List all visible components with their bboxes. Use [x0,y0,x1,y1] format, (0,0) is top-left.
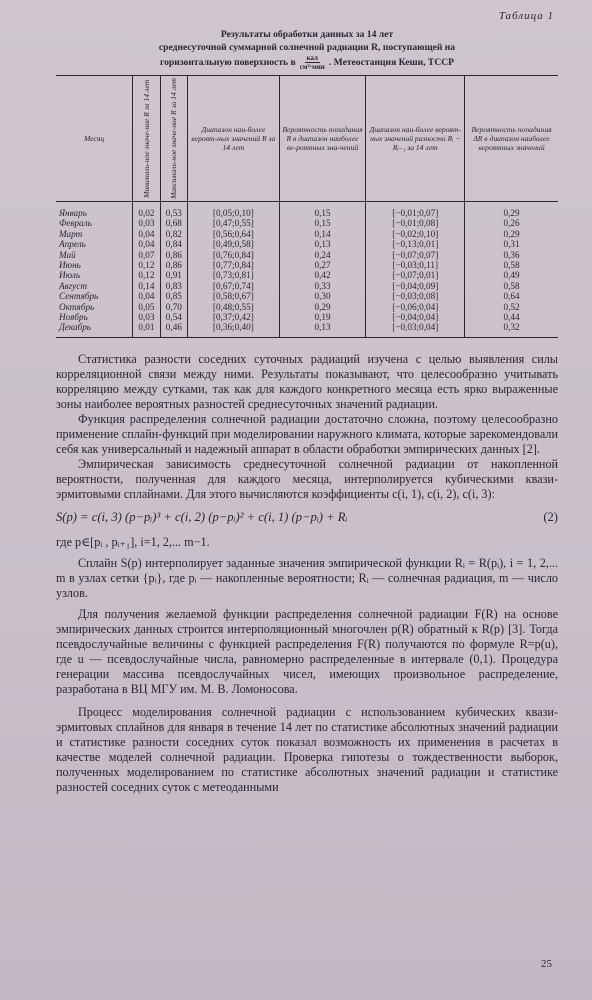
value-cell: [−0,13;0,01] [366,239,465,249]
value-cell: 0,29 [279,302,366,312]
value-cell: 0,54 [160,312,187,322]
month-cell: Февраль [59,218,92,229]
value-cell: 0,04 [133,291,160,301]
value-cell: 0,27 [279,260,366,270]
table-row [56,239,558,249]
table-row [56,250,558,260]
caption-line-2: среднесуточной суммарной солнечной радиации R, поступающей на [158,42,456,53]
value-cell: [−0,03;0,11] [366,260,465,270]
value-cell: [−0,03;0,08] [366,291,465,301]
body-text [56,352,558,795]
month-cell: Май [59,249,76,260]
paragraph-4: где p∈[pᵢ , pᵢ₊₁], i=1, 2,... m−1. [56,534,210,549]
value-cell: [−0,04;0,09] [366,281,465,291]
value-cell: 0,91 [160,270,187,280]
value-cell: 0,86 [160,260,187,270]
table-row [56,201,558,218]
value-cell: 0,03 [133,218,160,228]
value-cell: [0,77;0,84] [188,260,280,270]
value-cell: 0,03 [133,312,160,322]
value-cell: 0,02 [133,201,160,218]
value-cell: 0,64 [465,291,558,301]
value-cell: 0,32 [465,322,558,337]
value-cell: 0,53 [160,201,187,218]
month-cell: Ноябрь [59,312,88,323]
month-cell: Август [59,280,87,291]
value-cell: 0,04 [133,239,160,249]
value-cell: [0,37;0,42] [188,312,280,322]
table-row [56,260,558,270]
value-cell: 0,68 [160,218,187,228]
value-cell: 0,04 [133,229,160,239]
value-cell: 0,15 [279,218,366,228]
paragraph-1: Статистика разности соседних суточных радиаций изучена с целью выявления силы корреляционной связи между ними. Результаты показывают, что целесообразно учитывать корреляцию между сутками, так как для каждого конкретного месяца есть ярко выраженные зоны наиболее вероятных разностей среднесуточных значений радиации. [56,351,558,411]
paragraph-3: Эмпирическая зависимость среднесуточной солнечной радиации от накопленной вероятности, полученная для каждого месяца, интерполируется кубическими квази-эрмитовыми сплайнами. Для этого вычисляются коэффициенты c(i, 1), c(i, 2), c(i, 3): [56,456,558,501]
table-header-row [56,76,558,202]
unit-denominator: см²·мин [299,63,325,71]
value-cell: 0,36 [465,250,558,260]
formula-2 [56,510,558,525]
value-cell: [0,48;0,55] [188,302,280,312]
table-row [56,218,558,228]
value-cell: 0,29 [465,229,558,239]
header-range-r: Диапазон наи-более вероят-ных значений R за 14 лет [188,76,280,202]
value-cell: [−0,01;0,08] [366,218,465,228]
value-cell: [0,56;0,64] [188,229,280,239]
unit-fraction [300,54,325,71]
month-cell: Июнь [59,259,81,270]
value-cell: 0,70 [160,302,187,312]
unit-numerator: кал [306,54,318,62]
table-caption [56,28,558,71]
table-body [56,201,558,337]
value-cell: 0,01 [133,322,160,337]
value-cell: 0,24 [279,250,366,260]
table-row [56,281,558,291]
value-cell: [0,36;0,40] [188,322,280,337]
formula-expression: S(p) = c(i, 3) (p−pᵢ)³ + c(i, 2) (p−pᵢ)² + c(i, 1) (p−pᵢ) + Rᵢ [56,509,348,524]
caption-line-3 [56,54,558,71]
value-cell: [−0,07;0,01] [366,270,465,280]
value-cell: [−0,07;0,07] [366,250,465,260]
value-cell: 0,31 [465,239,558,249]
page-number: 25 [541,958,552,970]
month-cell: Сентябрь [59,291,99,302]
value-cell: 0,84 [160,239,187,249]
value-cell: 0,26 [465,218,558,228]
value-cell: 0,52 [465,302,558,312]
value-cell: 0,14 [279,229,366,239]
results-table [56,75,558,338]
value-cell: 0,14 [133,281,160,291]
value-cell: [−0,03;0,04] [366,322,465,337]
value-cell: 0,42 [279,270,366,280]
value-cell: 0,29 [465,201,558,218]
caption-line-1: Результаты обработки данных за 14 лет [220,29,394,40]
value-cell: 0,49 [465,270,558,280]
value-cell: 0,19 [279,312,366,322]
header-prob-r: Вероятность попадания R в диапазон наиболее ве-роятных зна-чений [279,76,366,202]
value-cell: 0,58 [465,260,558,270]
value-cell: 0,46 [160,322,187,337]
value-cell: [−0,06;0,04] [366,302,465,312]
value-cell: 0,05 [133,302,160,312]
value-cell: 0,07 [133,250,160,260]
table-row [56,229,558,239]
caption-line-3-left: горизонтальную поверхность в [159,57,296,68]
month-cell: Октябрь [59,301,95,312]
value-cell: [0,73;0,81] [188,270,280,280]
table-label: Таблица 1 [498,10,554,22]
month-cell: Апрель [59,239,86,250]
header-min: Минималь-ное значе-ние R за 14 лет [133,76,160,202]
table-row [56,270,558,280]
paragraph-5: Сплайн S(p) интерполирует заданные значения эмпирической функции Rᵢ = R(pᵢ), i = 1, 2,... m в узлах сетки {pᵢ}, где pᵢ — накопленные вероятности; Rᵢ — солнечная радиация, m — число узлов. [56,555,558,600]
table-row [56,302,558,312]
month-cell: Март [59,228,83,239]
month-cell: Январь [59,207,87,218]
formula-number: (2) [543,509,558,524]
paragraph-2: Функция распределения солнечной радиации достаточно сложна, поэтому целесообразно применение сплайн-функций при моделировании наружного климата, которые зарекомендовали себя как универсальный и надежный аппарат в области обработки эмпирических данных [2]. [56,411,558,456]
table-row [56,322,558,337]
value-cell: 0,83 [160,281,187,291]
value-cell: 0,44 [465,312,558,322]
value-cell: [0,67;0,74] [188,281,280,291]
header-range-diff: Диапазон наи-более вероят-ных значений разности Rᵢ − Rᵢ₋₁ за 14 лет [366,76,465,202]
value-cell: 0,82 [160,229,187,239]
value-cell: 0,13 [279,239,366,249]
value-cell: [−0,04;0,04] [366,312,465,322]
value-cell: 0,33 [279,281,366,291]
value-cell: [0,58;0,67] [188,291,280,301]
value-cell: 0,12 [133,270,160,280]
value-cell: [0,47;0,55] [188,218,280,228]
value-cell: 0,12 [133,260,160,270]
caption-line-3-right: . Метеостанция Кеши, ТССР [328,57,455,68]
value-cell: [−0,02;0,10] [366,229,465,239]
paragraph-7: Процесс моделирования солнечной радиации с использованием кубических квази-эрмитовых сплайнов для января в течение 14 лет по статистике абсолютных значений радиации и статистике разности соседних суток показал возможность их применения в расчетах в качестве моделей солнечной радиации. Проверка гипотезы о тождественности выборок, полученных моделированием по статистике абсолютных значений радиации и статистике разностей соседних суток с метеоданными [56,704,558,794]
value-cell: 0,86 [160,250,187,260]
paragraph-6: Для получения желаемой функции распределения солнечной радиации F(R) на основе эмпирических данных строится интерполяционный многочлен p(R) обратный к R(p) [3]. Тогда псевдослучайные величины с функцией распределения F(R) получаются по формуле R=p(u), где u — псевдослучайные числа, равномерно распределенные в интервале (0,1). Процедура генерации массива псевдослучайных чисел, имеющих произвольное распределение, разработана в ВЦ МГУ им. М. В. Ломоносова. [56,606,558,696]
table-row [56,291,558,301]
value-cell: 0,58 [465,281,558,291]
table-row [56,312,558,322]
month-cell: Декабрь [56,322,133,337]
month-cell: Июль [59,270,81,281]
value-cell: [0,76;0,84] [188,250,280,260]
value-cell: 0,15 [279,201,366,218]
value-cell: 0,13 [279,322,366,337]
header-max: Максималь-ное значе-ние R за 14 лет [160,76,187,202]
value-cell: [−0,01;0,07] [366,201,465,218]
header-prob-diff: Вероятность попадания ΔR в диапазон наиболее вероятных значений [465,76,558,202]
value-cell: 0,30 [279,291,366,301]
value-cell: [0,05;0,10] [188,201,280,218]
value-cell: 0,85 [160,291,187,301]
value-cell: [0,49;0,58] [188,239,280,249]
header-month: Месяц [56,76,133,202]
